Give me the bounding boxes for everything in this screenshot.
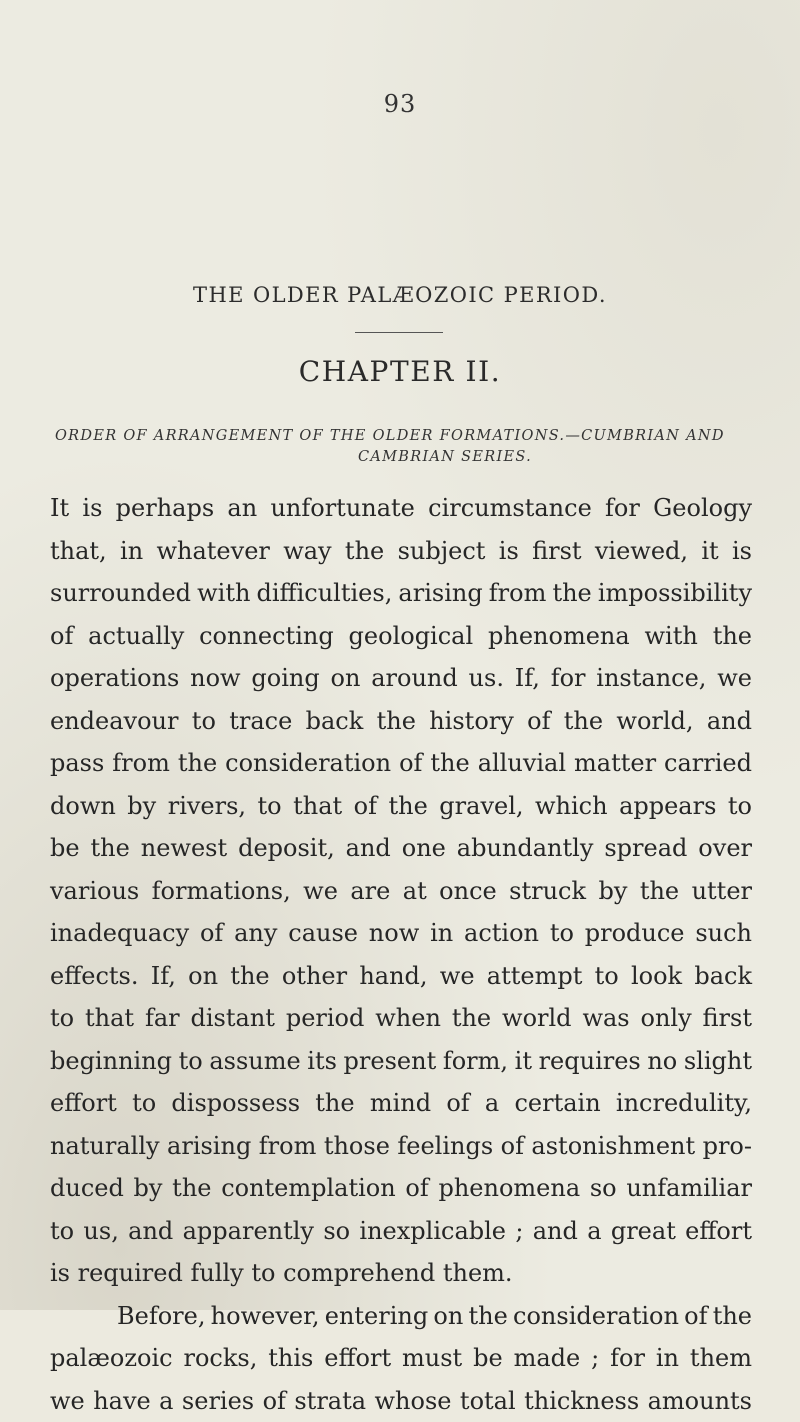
text-line: to us, and apparently so inexplicable ; and a great effort (50, 1210, 752, 1253)
text-line: pass from the consideration of the alluvial matter carried (50, 742, 752, 785)
text-line: that, in whatever way the subject is first viewed, it is (50, 530, 752, 573)
text-line: is required fully to comprehend them. (50, 1252, 752, 1295)
text-line: beginning to assume its present form, it requires no slight (50, 1040, 752, 1083)
text-line: endeavour to trace back the history of the world, and (50, 700, 752, 743)
text-line: be the newest deposit, and one abundantly spread over (50, 827, 752, 870)
text-line: various formations, we are at once struck by the utter (50, 870, 752, 913)
text-line: of actually connecting geological phenomena with the (50, 615, 752, 658)
paragraph-1 (50, 487, 752, 1295)
text-line: to that far distant period when the world was only first (50, 997, 752, 1040)
chapter-heading: CHAPTER II. (0, 355, 800, 388)
text-line: naturally arising from those feelings of astonishment pro- (50, 1125, 752, 1168)
text-line: surrounded with difficulties, arising from the impossibility (50, 572, 752, 615)
text-line: inadequacy of any cause now in action to produce such (50, 912, 752, 955)
text-line: operations now going on around us. If, for instance, we (50, 657, 752, 700)
chapter-subtitle-line-1: ORDER OF ARRANGEMENT OF THE OLDER FORMATIONS.—CUMBRIAN AND (55, 426, 800, 447)
page-number: 93 (0, 90, 800, 118)
text-line: palæozoic rocks, this effort must be made ; for in them (50, 1337, 752, 1380)
running-title: THE OLDER PALÆOZOIC PERIOD. (0, 283, 800, 307)
paragraph-2 (50, 1295, 752, 1422)
text-line: down by rivers, to that of the gravel, which appears to (50, 785, 752, 828)
text-line: duced by the contemplation of phenomena so unfamiliar (50, 1167, 752, 1210)
text-line: effort to dispossess the mind of a certain incredulity, (50, 1082, 752, 1125)
text-line: we have a series of strata whose total thickness amounts (50, 1380, 752, 1422)
text-line: Before, however, entering on the consideration of the (50, 1295, 752, 1338)
text-line: It is perhaps an unfortunate circumstance for Geology (50, 487, 752, 530)
text-line: effects. If, on the other hand, we attempt to look back (50, 955, 752, 998)
title-divider (355, 332, 443, 333)
chapter-subtitle-line-2: CAMBRIAN SERIES. (245, 447, 645, 468)
body-text (50, 487, 752, 1422)
